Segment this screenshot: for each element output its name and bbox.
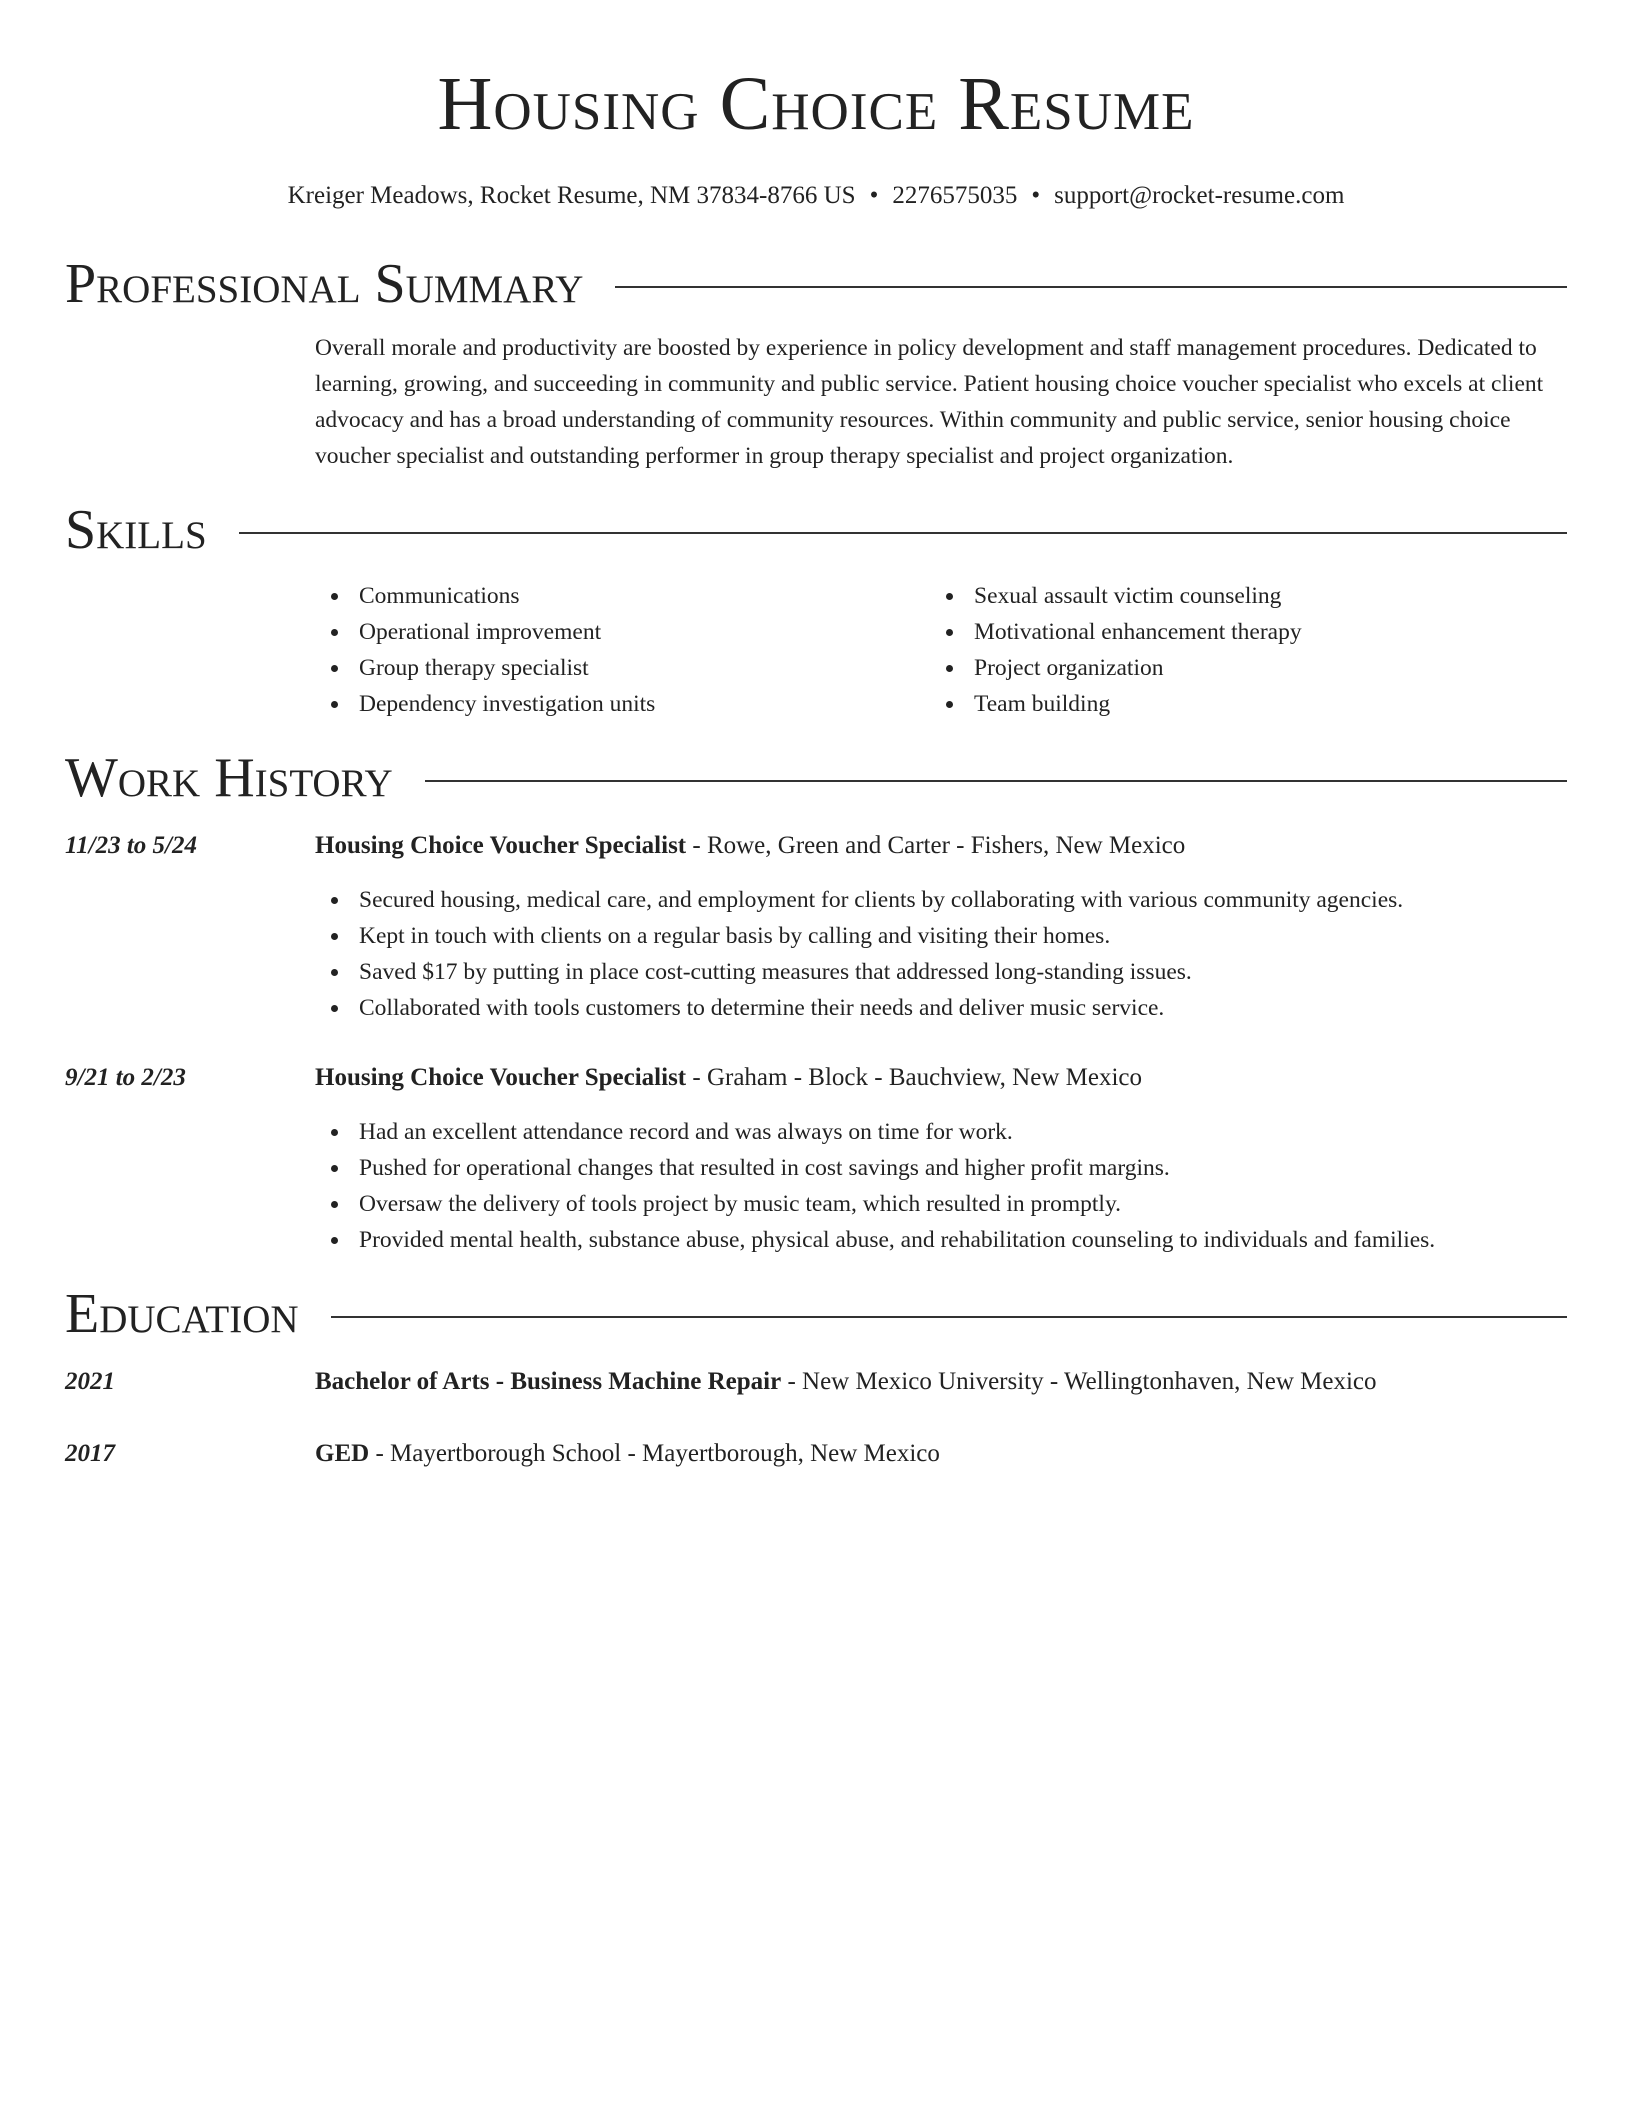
education-school: - Mayertborough School - Mayertborough, New Mexico xyxy=(369,1440,940,1467)
job-bullets xyxy=(315,882,1567,1026)
skill-item: Motivational enhancement therapy xyxy=(930,614,1545,650)
job-bullet: Collaborated with tools customers to determine their needs and deliver music service. xyxy=(315,990,1567,1026)
job-bullets xyxy=(315,1114,1567,1258)
education-year: 2021 xyxy=(65,1368,115,1395)
skill-item: Dependency investigation units xyxy=(315,686,930,722)
education-degree: Bachelor of Arts - Business Machine Repair xyxy=(315,1368,782,1395)
summary-section xyxy=(65,252,1567,474)
section-title: Skills xyxy=(65,499,207,561)
job-bullet: Kept in touch with clients on a regular basis by calling and visiting their homes. xyxy=(315,918,1567,954)
section-header xyxy=(65,1282,1567,1346)
skills-section xyxy=(65,498,1567,722)
contact-line xyxy=(65,180,1567,212)
education-entry xyxy=(65,1364,1567,1400)
phone: 2276575035 xyxy=(892,182,1018,209)
skill-item: Communications xyxy=(315,578,930,614)
skills-column-left xyxy=(315,578,930,722)
job-bullet: Provided mental health, substance abuse, physical abuse, and rehabilitation counseling to individuals and families. xyxy=(315,1222,1567,1258)
address: Kreiger Meadows, Rocket Resume, NM 37834-8766 US xyxy=(287,182,856,209)
job-bullet: Saved $17 by putting in place cost-cutting measures that addressed long-standing issues. xyxy=(315,954,1567,990)
skill-item: Sexual assault victim counseling xyxy=(930,578,1545,614)
education-section xyxy=(65,1282,1567,1472)
job-bullet: Had an excellent attendance record and was always on time for work. xyxy=(315,1114,1567,1150)
job-employer: - Rowe, Green and Carter - Fishers, New Mexico xyxy=(686,832,1186,859)
skill-item: Project organization xyxy=(930,650,1545,686)
separator: • xyxy=(869,182,879,209)
job-dates: 9/21 to 2/23 xyxy=(65,1064,186,1091)
section-divider xyxy=(425,780,1567,782)
education-school: - New Mexico University - Wellingtonhaven, New Mexico xyxy=(781,1368,1377,1395)
job-entry xyxy=(65,828,1567,1026)
education-line xyxy=(315,1364,1377,1400)
education-degree: GED xyxy=(315,1440,370,1467)
job-role: Housing Choice Voucher Specialist xyxy=(315,832,687,859)
education-year: 2017 xyxy=(65,1440,115,1467)
job-dates: 11/23 to 5/24 xyxy=(65,832,197,859)
section-divider xyxy=(615,286,1567,288)
section-header xyxy=(65,252,1567,316)
job-entry xyxy=(65,1060,1567,1258)
email: support@rocket-resume.com xyxy=(1054,182,1345,209)
section-divider xyxy=(239,532,1567,534)
section-title: Professional Summary xyxy=(65,253,584,315)
job-title-line xyxy=(315,1060,1142,1096)
skill-item: Team building xyxy=(930,686,1545,722)
job-employer: - Graham - Block - Bauchview, New Mexico xyxy=(686,1064,1142,1091)
job-role: Housing Choice Voucher Specialist xyxy=(315,1064,687,1091)
resume-name: Housing Choice Resume xyxy=(437,62,1195,146)
job-bullet: Oversaw the delivery of tools project by music team, which resulted in promptly. xyxy=(315,1186,1567,1222)
separator: • xyxy=(1031,182,1041,209)
summary-text: Overall morale and productivity are boosted by experience in policy development and staff management procedures. Dedicated to learning, growing, and succeeding in community and public service. Patient housing choice voucher specialist who excels at client advocacy and has a broad understanding of community resources. Within community and public service, senior housing choice voucher specialist and outstanding performer in group therapy specialist and project organization. xyxy=(315,335,1544,469)
section-title: Education xyxy=(65,1283,299,1345)
job-header xyxy=(65,828,1567,864)
work-history-section xyxy=(65,746,1567,1258)
skills-column-right xyxy=(930,578,1545,722)
job-title-line xyxy=(315,828,1185,864)
job-bullet: Secured housing, medical care, and employment for clients by collaborating with various community agencies. xyxy=(315,882,1567,918)
section-header xyxy=(65,746,1567,810)
skills-list xyxy=(315,578,1567,722)
job-bullet: Pushed for operational changes that resulted in cost savings and higher profit margins. xyxy=(315,1150,1567,1186)
section-divider xyxy=(331,1316,1567,1318)
skill-item: Group therapy specialist xyxy=(315,650,930,686)
section-header xyxy=(65,498,1567,562)
education-line xyxy=(315,1436,940,1472)
job-header xyxy=(65,1060,1567,1096)
skill-item: Operational improvement xyxy=(315,614,930,650)
education-entry xyxy=(65,1436,1567,1472)
section-title: Work History xyxy=(65,747,393,809)
